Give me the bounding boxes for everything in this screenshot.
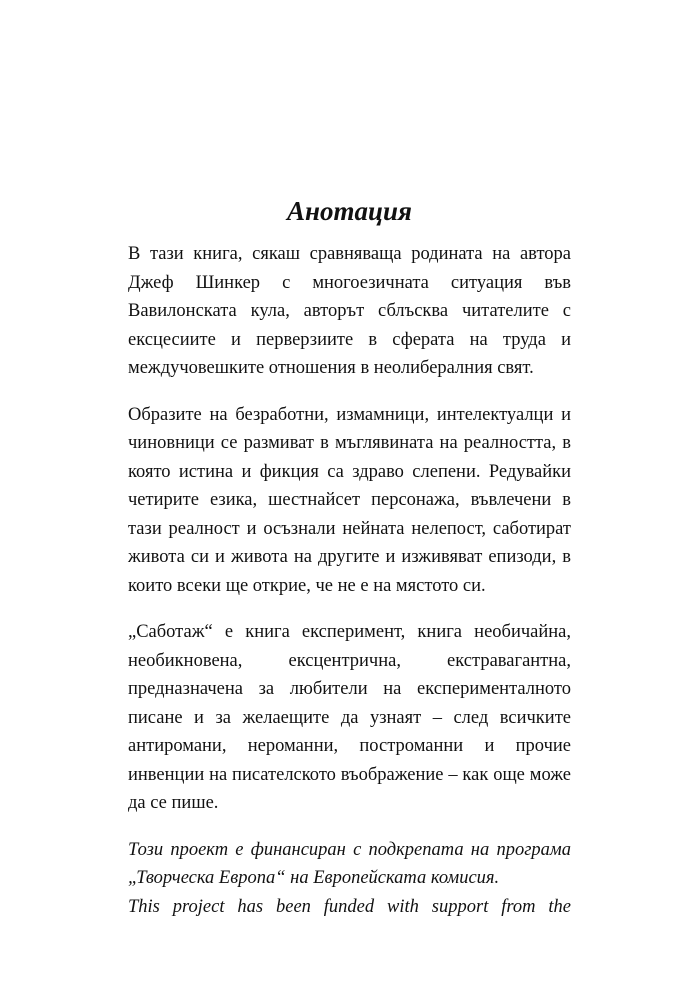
- paragraph-experiment: „Саботаж“ е книга експеримент, книга необичайна, необикновена, ексцентрична, екстравагантна, предназначена за любители на експерименталното писане и за желаещите да узнаят – след всичките антиромани, нероманни, построманни и прочие инвенции на писателското въображение – как още може да се пише.: [128, 622, 571, 813]
- funding-credit-en-text: This project has been funded with support from the: [128, 896, 571, 917]
- document-page: [128, 194, 571, 921]
- funding-credit-en: [128, 893, 571, 922]
- page-title: Анотация: [287, 196, 412, 226]
- paragraph-characters: Образите на безработни, измамници, интелектуалци и чиновници се размиват в мъглявината на реалността, в която истина и фикция са здраво слепени. Редувайки четирите езика, шестнайсет персонажа, въвлечени в тази реалност и осъзнали нейната нелепост, саботират живота си и живота на другите и изживяват епизоди, в които всеки ще открие, че не е на мястото си.: [128, 404, 571, 596]
- funding-credit-bg: Този проект е финансиран с подкрепата на програма „Творческа Европа“ на Европейската комисия.: [128, 839, 571, 888]
- paragraph-intro: В тази книга, сякаш сравняваща родината на автора Джеф Шинкер с многоезичната ситуация във Вавилонската кула, авторът сблъсква читателите с ексцесиите и перверзиите в сферата на труда и междучовешките отношения в неолибералния свят.: [128, 244, 571, 378]
